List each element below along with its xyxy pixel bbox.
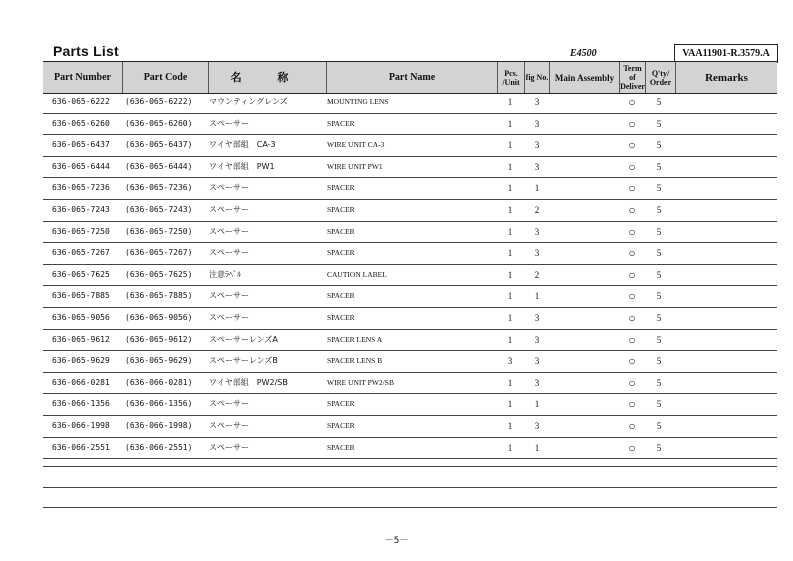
- qty-order-cell: 5: [656, 356, 662, 367]
- header-pcs-unit: Pcs. /Unit: [497, 62, 524, 93]
- term-of-deliver-cell: ○: [628, 310, 636, 325]
- part-code-cell: (636-065-7250): [125, 226, 193, 236]
- pcs-unit-cell: 1: [507, 291, 513, 302]
- japanese-name-cell: スペーサー: [209, 442, 249, 452]
- header-remarks: Remarks: [675, 62, 777, 93]
- part-code-cell: (636-066-2551): [125, 442, 193, 452]
- term-of-deliver-cell: ○: [628, 159, 636, 174]
- part-code-cell: (636-066-1356): [125, 399, 193, 409]
- part-name-cell: SPACER: [327, 118, 355, 128]
- part-code-cell: (636-065-6437): [125, 140, 193, 150]
- fig-no-cell: 1: [534, 291, 540, 302]
- table-row: [43, 438, 777, 460]
- japanese-name-cell: スペーサー: [209, 183, 249, 193]
- term-of-deliver-cell: ○: [628, 95, 636, 109]
- header-fig-no: fig No.: [524, 62, 549, 93]
- term-of-deliver-cell: ○: [628, 138, 636, 153]
- page-number: －5－: [384, 536, 409, 546]
- header-part-code: Part Code: [122, 62, 208, 93]
- pcs-unit-cell: 1: [507, 226, 513, 237]
- part-code-cell: (636-065-9629): [125, 356, 193, 366]
- fig-no-cell: 3: [534, 356, 540, 367]
- part-name-cell: WIRE UNIT PW2/SB: [327, 377, 394, 387]
- header-part-name: Part Name: [326, 62, 497, 93]
- part-name-cell: SPACER: [327, 183, 355, 193]
- term-of-deliver-cell: ○: [628, 332, 636, 347]
- part-code-cell: (636-065-9056): [125, 312, 193, 322]
- part-code-cell: (636-065-7625): [125, 269, 193, 279]
- part-number-cell: 636-065-9629: [52, 356, 110, 366]
- part-number-cell: 636-065-7885: [52, 291, 110, 301]
- header-qty-order: Q'ty/ Order: [645, 62, 675, 93]
- document-code: VAA11901-R.3579.A: [674, 44, 778, 63]
- fig-no-cell: 3: [534, 312, 540, 323]
- part-code-cell: (636-065-7243): [125, 204, 193, 214]
- japanese-name-cell: スペーサー: [209, 312, 249, 322]
- pcs-unit-cell: 1: [507, 269, 513, 280]
- japanese-name-cell: スペーサー: [209, 226, 249, 236]
- qty-order-cell: 5: [656, 183, 662, 194]
- pcs-unit-cell: 1: [507, 420, 513, 431]
- pcs-unit-cell: 1: [507, 183, 513, 194]
- japanese-name-cell: 注意ﾗﾍﾞﾙ: [209, 269, 241, 279]
- japanese-name-cell: ワイヤ部組 PW2/SB: [209, 377, 288, 387]
- part-number-cell: 636-065-9056: [52, 312, 110, 322]
- part-number-cell: 636-065-7243: [52, 204, 110, 214]
- pcs-unit-cell: 1: [507, 442, 513, 453]
- fig-no-cell: 1: [534, 183, 540, 194]
- fig-no-cell: 3: [534, 97, 540, 107]
- part-name-cell: SPACER: [327, 226, 355, 236]
- pcs-unit-cell: 1: [507, 161, 513, 172]
- header-part-number: Part Number: [54, 71, 111, 83]
- term-of-deliver-cell: ○: [628, 267, 636, 282]
- fig-no-cell: 3: [534, 420, 540, 431]
- table-row: [43, 114, 777, 136]
- part-number-cell: 636-065-7236: [52, 183, 110, 193]
- term-of-deliver-cell: ○: [628, 202, 636, 217]
- part-code-cell: (636-065-9612): [125, 334, 193, 344]
- part-code-cell: (636-065-6444): [125, 161, 193, 171]
- blank-row-line: [43, 466, 777, 467]
- term-of-deliver-cell: ○: [628, 418, 636, 433]
- japanese-name-cell: マウンティングレンズ: [209, 97, 288, 106]
- part-name-cell: SPACER: [327, 442, 355, 452]
- table-row: [43, 265, 777, 287]
- table-row: [43, 178, 777, 200]
- pcs-unit-cell: 1: [507, 334, 513, 345]
- part-code-cell: (636-065-7236): [125, 183, 193, 193]
- pcs-unit-cell: 1: [507, 118, 513, 129]
- table-row: [43, 394, 777, 416]
- term-of-deliver-cell: ○: [628, 181, 636, 196]
- part-name-cell: SPACER LENS B: [327, 356, 383, 366]
- fig-no-cell: 3: [534, 248, 540, 259]
- parts-table-body: [43, 92, 777, 459]
- fig-no-cell: 3: [534, 161, 540, 172]
- table-row: [43, 135, 777, 157]
- part-number-cell: 636-066-2551: [52, 442, 110, 452]
- table-row: [43, 243, 777, 265]
- table-header: [43, 61, 777, 94]
- part-name-cell: SPACER: [327, 248, 355, 258]
- part-number-cell: 636-065-7267: [52, 248, 110, 258]
- blank-row-line: [43, 487, 777, 488]
- fig-no-cell: 3: [534, 377, 540, 388]
- part-code-cell: (636-066-1998): [125, 420, 193, 430]
- header-main-assembly: Main Assembly: [549, 62, 619, 93]
- japanese-name-cell: スペーサー: [209, 291, 249, 301]
- qty-order-cell: 5: [656, 399, 662, 410]
- japanese-name-cell: スペーサー: [209, 118, 249, 128]
- japanese-name-cell: スペーサー: [209, 420, 249, 430]
- japanese-name-cell: ワイヤ部組 PW1: [209, 161, 275, 171]
- part-number-cell: 636-065-9612: [52, 334, 110, 344]
- term-of-deliver-cell: ○: [628, 375, 636, 390]
- blank-row-line: [43, 507, 777, 508]
- qty-order-cell: 5: [656, 161, 662, 172]
- qty-order-cell: 5: [656, 204, 662, 215]
- fig-no-cell: 2: [534, 269, 540, 280]
- part-name-cell: SPACER: [327, 399, 355, 409]
- fig-no-cell: 3: [534, 118, 540, 129]
- table-row: [43, 373, 777, 395]
- japanese-name-cell: ワイヤ部組 CA-3: [209, 140, 276, 150]
- table-row: [43, 416, 777, 438]
- pcs-unit-cell: 1: [507, 248, 513, 259]
- part-name-cell: SPACER: [327, 204, 355, 214]
- model-name: E4500: [570, 48, 597, 59]
- table-row: [43, 222, 777, 244]
- pcs-unit-cell: 1: [507, 204, 513, 215]
- part-code-cell: (636-065-7885): [125, 291, 193, 301]
- term-of-deliver-cell: ○: [628, 246, 636, 261]
- japanese-name-cell: スペーサー: [209, 399, 249, 409]
- part-number-cell: 636-065-6444: [52, 161, 110, 171]
- part-name-cell: SPACER: [327, 291, 355, 301]
- japanese-name-cell: スペーサーレンズB: [209, 356, 278, 366]
- qty-order-cell: 5: [656, 291, 662, 302]
- part-number-cell: 636-065-6222: [52, 97, 110, 106]
- header-japanese-name: 名 称: [208, 62, 326, 93]
- part-code-cell: (636-065-7267): [125, 248, 193, 258]
- page-title: Parts List: [53, 43, 119, 59]
- part-number-cell: 636-065-6437: [52, 140, 110, 150]
- table-row: [43, 308, 777, 330]
- table-row: [43, 92, 777, 114]
- fig-no-cell: 2: [534, 204, 540, 215]
- qty-order-cell: 5: [656, 442, 662, 453]
- pcs-unit-cell: 1: [507, 97, 513, 107]
- header-term-of-deliver: Term of Deliver: [620, 64, 645, 91]
- part-number-cell: 636-065-7625: [52, 269, 110, 279]
- qty-order-cell: 5: [656, 118, 662, 129]
- term-of-deliver-cell: ○: [628, 397, 636, 412]
- part-number-cell: 636-065-7250: [52, 226, 110, 236]
- qty-order-cell: 5: [656, 140, 662, 151]
- part-number-cell: 636-065-6260: [52, 118, 110, 128]
- pcs-unit-cell: 1: [507, 399, 513, 410]
- fig-no-cell: 3: [534, 140, 540, 151]
- part-code-cell: (636-065-6260): [125, 118, 193, 128]
- qty-order-cell: 5: [656, 377, 662, 388]
- qty-order-cell: 5: [656, 97, 662, 107]
- table-row: [43, 330, 777, 352]
- table-row: [43, 200, 777, 222]
- pcs-unit-cell: 1: [507, 140, 513, 151]
- term-of-deliver-cell: ○: [628, 354, 636, 369]
- pcs-unit-cell: 3: [507, 356, 513, 367]
- part-name-cell: SPACER: [327, 420, 355, 430]
- part-code-cell: (636-066-0281): [125, 377, 193, 387]
- part-name-cell: WIRE UNIT PW1: [327, 161, 383, 171]
- japanese-name-cell: スペーサー: [209, 248, 249, 258]
- table-row: [43, 157, 777, 179]
- fig-no-cell: 3: [534, 226, 540, 237]
- fig-no-cell: 1: [534, 399, 540, 410]
- qty-order-cell: 5: [656, 420, 662, 431]
- qty-order-cell: 5: [656, 248, 662, 259]
- term-of-deliver-cell: ○: [628, 224, 636, 239]
- part-number-cell: 636-066-1356: [52, 399, 110, 409]
- table-row: [43, 351, 777, 373]
- part-name-cell: WIRE UNIT CA-3: [327, 140, 385, 150]
- term-of-deliver-cell: ○: [628, 440, 636, 455]
- part-name-cell: SPACER: [327, 312, 355, 322]
- term-of-deliver-cell: ○: [628, 289, 636, 304]
- part-name-cell: MOUNTING LENS: [327, 97, 389, 106]
- part-number-cell: 636-066-1998: [52, 420, 110, 430]
- part-name-cell: CAUTION LABEL: [327, 269, 387, 279]
- table-row: [43, 286, 777, 308]
- qty-order-cell: 5: [656, 334, 662, 345]
- japanese-name-cell: スペーサーレンズA: [209, 334, 278, 344]
- part-code-cell: (636-065-6222): [125, 97, 193, 106]
- pcs-unit-cell: 1: [507, 377, 513, 388]
- pcs-unit-cell: 1: [507, 312, 513, 323]
- qty-order-cell: 5: [656, 226, 662, 237]
- japanese-name-cell: スペーサー: [209, 204, 249, 214]
- part-number-cell: 636-066-0281: [52, 377, 110, 387]
- fig-no-cell: 1: [534, 442, 540, 453]
- term-of-deliver-cell: ○: [628, 116, 636, 131]
- qty-order-cell: 5: [656, 312, 662, 323]
- fig-no-cell: 3: [534, 334, 540, 345]
- qty-order-cell: 5: [656, 269, 662, 280]
- part-name-cell: SPACER LENS A: [327, 334, 383, 344]
